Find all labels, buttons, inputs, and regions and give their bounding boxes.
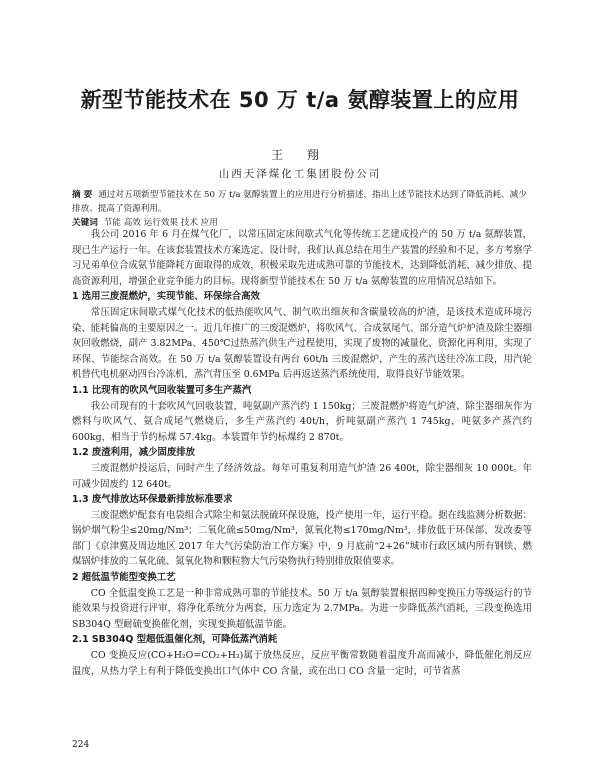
author-name: 王 翔 (271, 148, 329, 162)
body-paragraph: 三废混燃炉配套有电袋组合式除尘和氨法脱硫环保设施，投产使用一年，运行平稳。据在线监测分析数据：锅炉烟气粉尘≤20mg/Nm³；二氧化硫≤50mg/Nm³，氮氧化物≤170mg/Nm³，排放低于环保部、发改委等部门《京津冀及周边地区 2017 年大气污染防治工作方案》中，9 月底前“2+26”城市行政区域内所有钢铁、燃煤锅炉排放的二氧化硫、氮氧化物和颗粒物大气污染物执行特别排放限值要求。 (72, 509, 532, 568)
abstract-label: 摘 要 (72, 190, 93, 200)
abstract-text: 通过对五项新型节能技术在 50 万 t/a 氨醇装置上的应用进行分析描述，指出上述节能技术达到了降低消耗、减少排放、提高了资源利用。 (72, 190, 527, 214)
body-paragraph: 常压固定床间歇式煤气化技术的低热能吹风气、制气吹出细灰和含碳量较高的炉渣，是该技术造成环境污染、能耗偏高的主要原因之一。近几年推广的三废混燃炉，将吹风气、合成氨尾气、部分造气炉炉渣及除尘器细灰回收燃烧，副产 3.82MPa、450℃过热蒸汽供生产过程使用，实现了废物的减量化、资源化再利用，实现了环保、节能综合高效。在 50 万 t/a 氨醇装置设有两台 60t/h 三废混燃炉，产生的蒸汽送往冷冻工段，用汽轮机替代电机驱动四台冷冻机，蒸汽背压至 0.6MPa 后再返送蒸汽系统使用，取得良好节能效果。 (72, 306, 532, 381)
keywords-label: 关键词 (72, 218, 98, 228)
section-heading: 1 选用三废混燃炉，实现节能、环保综合高效 (72, 291, 260, 303)
body-paragraph: 我公司现有的十套吹风气回收装置，吨氨副产蒸汽约 1 150kg；三废混燃炉将造气炉渣、除尘器细灰作为燃料与吹风气、氨合成尾气燃烧后，多生产蒸汽约 40t/h，折吨氨副产蒸汽 1 745kg，吨氨多产蒸汽约 600kg，相当于节约标煤 57.4kg。本装置年节约标煤约 2 870t。 (72, 400, 532, 443)
body-paragraph: 我公司 2016 年 6 月在煤气化厂，以常压固定床间歇式气化等传统工艺建成投产的 50 万 t/a 氨醇装置，现已生产运行一年。在该套装置技术方案选定、设计时，我们认真总结在用生产装置的经验和不足，多方考察学习兄弟单位合成氨节能降耗方面取得的成效，积极采取先进成熟可靠的节能技术，达到降低消耗、减少排放、提高资源利用，增强企业竞争能力的目标。现将新型节能技术在 50 万 t/a 氨醇装置的应用情况总结如下。 (72, 229, 532, 287)
body-paragraph: 三废混燃炉投运后，同时产生了经济效益。每年可重复利用造气炉渣 26 400t，除尘器细灰 10 000t。年可减少固废约 12 640t。 (72, 462, 532, 490)
section-heading: 2.1 SB304Q 型超低温催化剂，可降低蒸汽消耗 (72, 634, 278, 646)
author-affiliation: 山西天泽煤化工集团股份公司 (218, 168, 382, 180)
body-paragraph: CO 变换反应(CO+H₂O=CO₂+H₂)属于放热反应，反应平衡常数随着温度升高而减小，降低催化剂反应温度，从热力学上有利于降低变换出口气体中 CO 含量，或在出口 CO 含量一定时，可节省蒸 (72, 650, 532, 677)
section-heading: 1.3 废气排放达环保最新排放标准要求 (72, 494, 233, 506)
keywords-text: 节能 高效 运行效果 技术 应用 (103, 218, 218, 228)
article-body (72, 227, 532, 679)
body-paragraph: CO 全低温变换工艺是一种非常成熟可靠的节能技术。50 万 t/a 氨醇装置根据四种变换压力等级运行的节能效果与投资进行评审，将净化系统分为两套，压力选定为 2.7MPa。为进一步降低蒸汽消耗，三段变换选用 SB304Q 型耐硫变换催化剂，实现变换超低温节能。 (72, 587, 532, 630)
section-heading: 2 超低温节能型变换工艺 (72, 572, 176, 584)
section-heading: 1.2 废渣利用，减少固废排放 (72, 447, 195, 459)
abstract-block (72, 188, 534, 230)
section-heading: 1.1 比现有的吹风气回收装置可多生产蒸汽 (72, 384, 252, 396)
page-number: 224 (72, 740, 90, 750)
article-title: 新型节能技术在 50 万 t/a 氨醇装置上的应用 (80, 88, 520, 112)
